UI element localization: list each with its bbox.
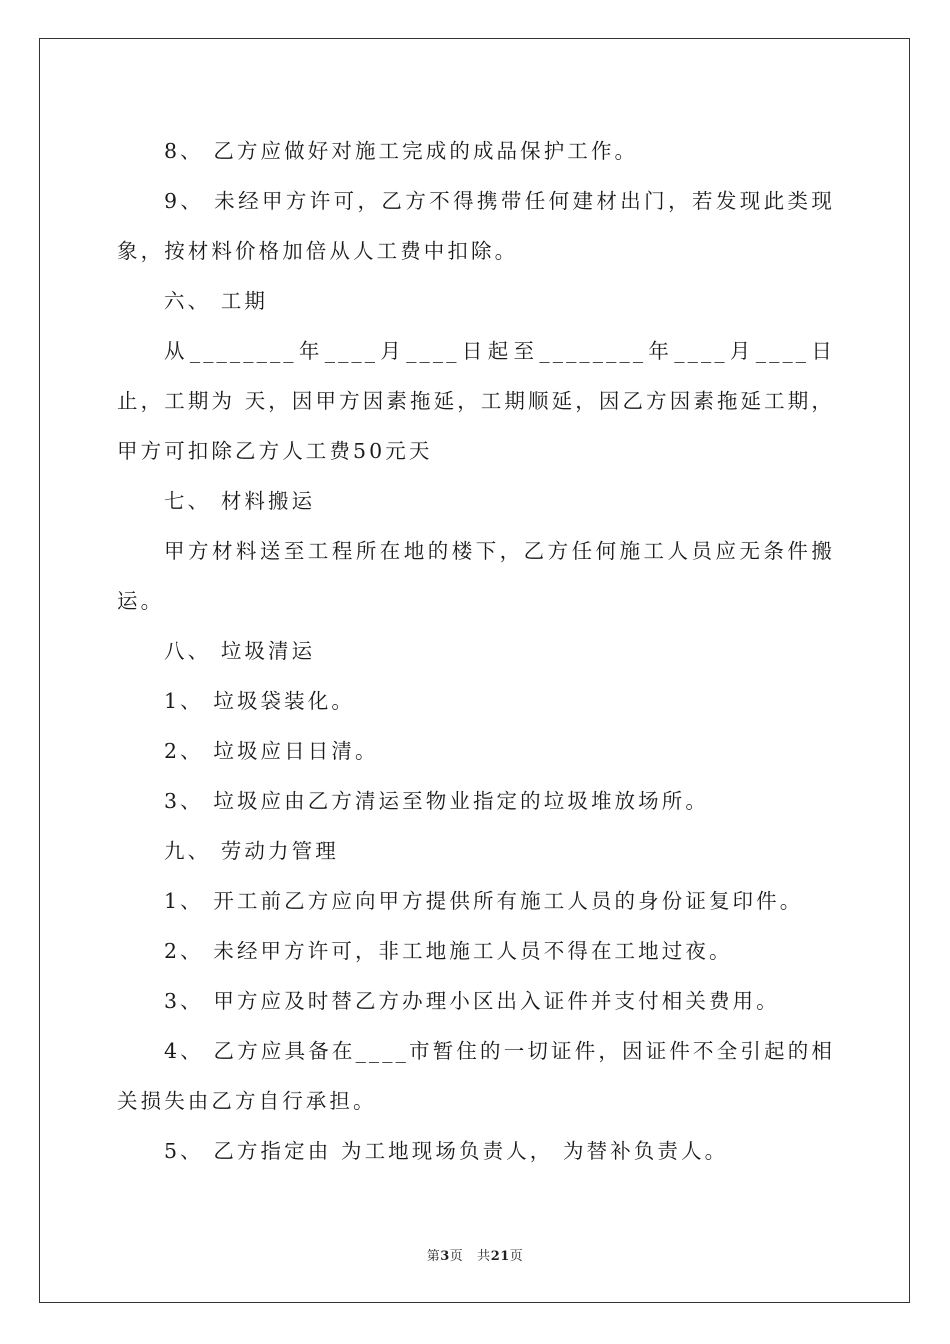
paragraph-material-transport: 甲方材料送至工程所在地的楼下，乙方任何施工人员应无条件搬运。 — [117, 539, 835, 613]
current-page-number: 3 — [440, 1249, 450, 1264]
paragraph-labor-4: 4、 乙方应具备在____市暂住的一切证件，因证件不全引起的相关损失由乙方自行承担。 — [117, 1039, 835, 1113]
paragraph-clause-8: 8、 乙方应做好对施工完成的成品保护工作。 — [164, 139, 639, 163]
section-heading-duration: 六、 工期 — [164, 289, 269, 313]
paragraph-labor-5: 5、 乙方指定由 为工地现场负责人， 为替补负责人。 — [164, 1139, 729, 1163]
footer-total-suffix: 页 — [509, 1249, 524, 1264]
paragraph-duration: 从________年____月____日起至________年____月____日止，工期为 天，因甲方因素拖延，工期顺延，因乙方因素拖延工期，甲方可扣除乙方人工费50元天 — [117, 339, 835, 463]
paragraph-garbage-3: 3、 垃圾应由乙方清运至物业指定的垃圾堆放场所。 — [164, 789, 709, 813]
footer-prefix: 第 — [426, 1249, 441, 1264]
section-heading-material-transport: 七、 材料搬运 — [164, 489, 316, 513]
paragraph-labor-3: 3、 甲方应及时替乙方办理小区出入证件并支付相关费用。 — [164, 989, 780, 1013]
section-heading-labor: 九、 劳动力管理 — [164, 839, 339, 863]
paragraph-clause-9: 9、 未经甲方许可，乙方不得携带任何建材出门，若发现此类现象，按材料价格加倍从人工费中扣除。 — [117, 189, 835, 263]
document-body — [117, 126, 835, 1176]
footer-page-word: 页 — [449, 1249, 464, 1264]
page-footer — [0, 1245, 950, 1264]
total-page-number: 21 — [490, 1249, 510, 1264]
footer-total-prefix: 共 — [477, 1249, 491, 1264]
paragraph-garbage-1: 1、 垃圾袋装化。 — [164, 689, 355, 713]
paragraph-labor-2: 2、 未经甲方许可，非工地施工人员不得在工地过夜。 — [164, 939, 733, 963]
paragraph-labor-1: 1、 开工前乙方应向甲方提供所有施工人员的身份证复印件。 — [164, 889, 804, 913]
paragraph-garbage-2: 2、 垃圾应日日清。 — [164, 739, 379, 763]
section-heading-garbage: 八、 垃圾清运 — [164, 639, 316, 663]
